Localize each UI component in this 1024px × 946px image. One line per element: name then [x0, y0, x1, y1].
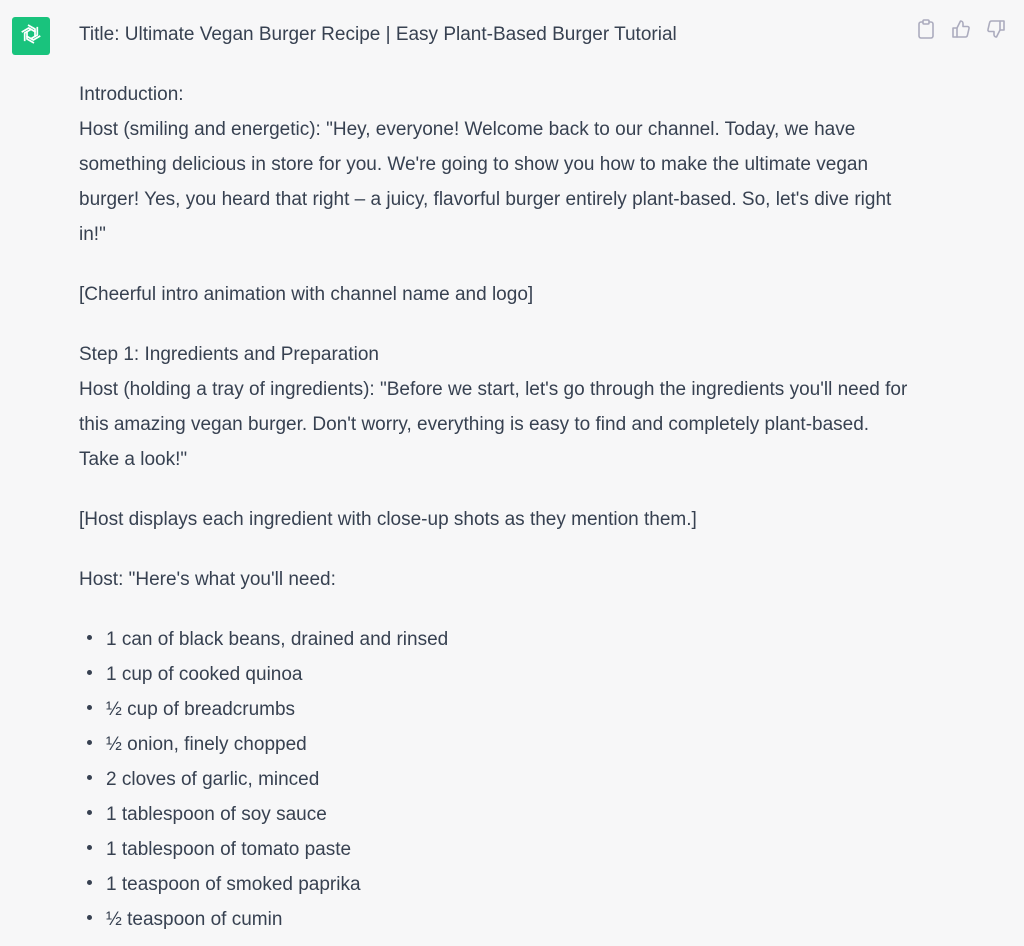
list-item: ½ teaspoon of cumin	[79, 902, 909, 937]
list-item: 1 tablespoon of soy sauce	[79, 797, 909, 832]
video-title: Title: Ultimate Vegan Burger Recipe | Easy Plant-Based Burger Tutorial	[79, 24, 677, 45]
list-item: ½ onion, finely chopped	[79, 727, 909, 762]
thumbs-down-button[interactable]	[984, 20, 1007, 43]
intro-heading: Introduction:	[79, 84, 184, 105]
thumbs-up-button[interactable]	[949, 20, 972, 43]
step1-heading: Step 1: Ingredients and Preparation	[79, 344, 379, 365]
clipboard-icon	[917, 19, 935, 44]
list-item: 1 cup of cooked quinoa	[79, 657, 909, 692]
list-item: 1 teaspoon of smoked paprika	[79, 867, 909, 902]
thumbs-up-icon	[951, 19, 971, 44]
step1-display-note: [Host displays each ingredient with close-up shots as they mention them.]	[79, 509, 697, 530]
step1-host-line: Host (holding a tray of ingredients): "Before we start, let's go through the ingredients you'll need for this amazing vegan burger. Don't worry, everything is easy to find and completely plant-based. Take a look!"	[79, 379, 908, 470]
openai-logo-icon	[18, 21, 44, 52]
list-item: 2 cloves of garlic, minced	[79, 762, 909, 797]
list-item: 1 can of black beans, drained and rinsed	[79, 622, 909, 657]
intro-animation-note: [Cheerful intro animation with channel name and logo]	[79, 284, 534, 305]
assistant-avatar	[12, 17, 50, 55]
copy-button[interactable]	[914, 20, 937, 43]
list-item: ½ cup of breadcrumbs	[79, 692, 909, 727]
ingredients-intro: Host: "Here's what you'll need:	[79, 569, 336, 590]
thumbs-down-icon	[986, 19, 1006, 44]
ingredient-list	[79, 622, 909, 937]
message-actions	[914, 20, 1007, 43]
message-content	[79, 17, 909, 937]
intro-host-line: Host (smiling and energetic): "Hey, everyone! Welcome back to our channel. Today, we have something delicious in store for you. We're going to show you how to make the ultimate vegan burger! Yes, you heard that right – a juicy, flavorful burger entirely plant-based. So, let's dive right in!"	[79, 119, 892, 245]
list-item: 1 tablespoon of tomato paste	[79, 832, 909, 867]
